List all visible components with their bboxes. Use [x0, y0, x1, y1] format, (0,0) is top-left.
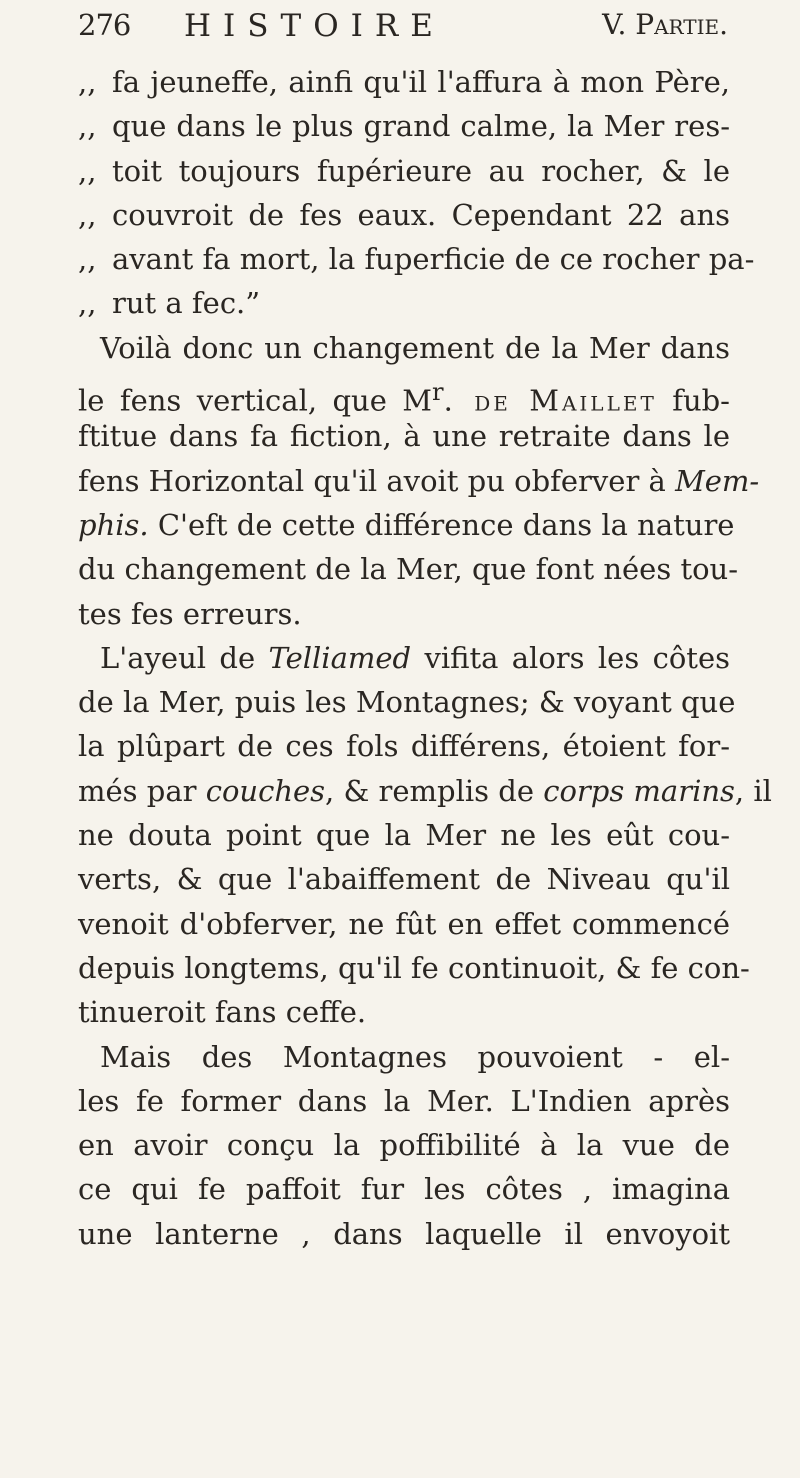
text-line: ne douta point que la Mer ne les eût cou- — [78, 818, 730, 853]
text-line: ,, toit toujours fupérieure au rocher, & le — [78, 153, 730, 188]
text-line: en avoir conçu la poffibilité à la vue de — [78, 1128, 730, 1163]
text-line: L'ayeul de Telliamed vifita alors les côtes — [100, 640, 730, 675]
text-line: més par couches, & remplis de corps marins, il — [78, 773, 772, 808]
text-line: tinueroit fans ceffe. — [78, 995, 367, 1030]
text-line: depuis longtems, qu'il fe continuoit, & fe con- — [78, 950, 750, 985]
text-line: de la Mer, puis les Montagnes; & voyant que — [78, 685, 736, 720]
text-line: venoit d'obferver, ne fût en effet commencé — [78, 906, 730, 941]
text-line: la plûpart de ces fols différens, étoient for- — [78, 729, 730, 764]
text-line: ,, fa jeuneffe, ainfi qu'il l'affura à mon Père, — [78, 65, 730, 99]
text-line: fens Horizontal qu'il avoit pu obferver à Mem- — [78, 463, 760, 498]
text-line: le fens vertical, que $M^r$. de Maillet fub- — [78, 378, 730, 418]
part-label: V. Partie. — [602, 8, 728, 41]
text-line: ,, que dans le plus grand calme, la Mer res- — [78, 109, 730, 144]
running-title: HISTOIRE — [184, 8, 445, 44]
page-number: 276 — [78, 8, 131, 42]
text-body — [78, 60, 772, 1256]
text-line: ,, couvroit de fes eaux. Cependant 22 ans — [78, 197, 730, 232]
text-line: tes fes erreurs. — [78, 596, 302, 631]
text-line: ,, rut a fec.” — [78, 286, 261, 321]
text-line: Mais des Montagnes pouvoient - el- — [100, 1039, 730, 1074]
text-line: verts, & que l'abaiffement de Niveau qu'il — [78, 862, 730, 897]
running-header — [78, 8, 728, 60]
text-line: ,, avant fa mort, la fuperficie de ce rocher pa- — [78, 242, 755, 277]
text-line: phis. C'eft de cette différence dans la nature — [78, 507, 735, 542]
text-line: ce qui fe paffoit fur les côtes , imagina — [78, 1172, 730, 1207]
text-line: les fe former dans la Mer. L'Indien après — [78, 1083, 730, 1118]
text-line: une lanterne , dans laquelle il envoyoit — [78, 1216, 730, 1251]
text-line: ftitue dans fa fiction, à une retraite dans le — [78, 419, 730, 454]
text-line: Voilà donc un changement de la Mer dans — [100, 330, 730, 365]
text-line: du changement de la Mer, que font nées tou- — [78, 552, 739, 587]
author-name: . de Maillet — [443, 383, 657, 418]
